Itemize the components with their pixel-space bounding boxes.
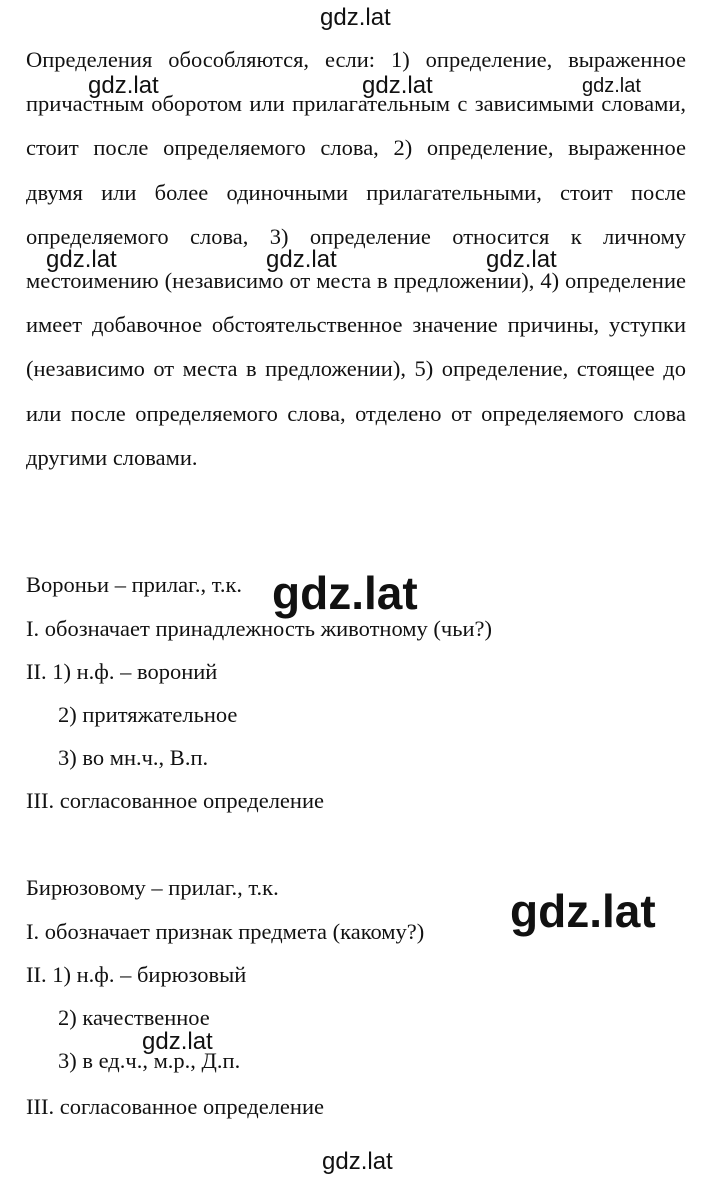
analysis-point-1: I. обозначает признак предмета (какому?) [26, 919, 425, 944]
analysis-point-1: I. обозначает принадлежность животному (чьи?) [26, 616, 492, 641]
watermark-p7: gdz.lat [142, 1028, 213, 1055]
analysis-point-2-1: II. 1) н.ф. – бирюзовый [26, 962, 247, 987]
analysis-point-2-1: II. 1) н.ф. – вороний [26, 659, 218, 684]
watermark-bottom: gdz.lat [322, 1148, 393, 1175]
rule-paragraph: Определения обособляются, если: 1) определение, выраженное причастным оборотом или прилагательным с зависимыми словами, стоит после определяемого слова, 2) определение, выраженное двумя или более одиночными прилагательными, стоит после определяемого слова, 3) определение относится к личному местоимению (независимо от места в предложении), 4) определение имеет добавочное обстоятельственное значение причины, уступки (независимо от места в предложении), 5) определение, стоящее до или после определяемого слова, отделено от определяемого слова другими словами. [26, 47, 686, 470]
watermark-large-2: gdz.lat [510, 885, 656, 937]
analysis-point-2-3: 3) в ед.ч., м.р., Д.п. [58, 1048, 241, 1073]
analysis-point-3: III. согласованное определение [26, 788, 324, 813]
watermark-p3: gdz.lat [582, 75, 641, 97]
watermark-p6: gdz.lat [486, 246, 557, 273]
analysis-point-2-2: 2) качественное [58, 1005, 210, 1030]
watermark-p5: gdz.lat [266, 246, 337, 273]
analysis-title: Вороньи – прилаг., т.к. [26, 572, 243, 597]
analysis-title: Бирюзовому – прилаг., т.к. [26, 875, 279, 900]
analysis-point-2-3: 3) во мн.ч., В.п. [58, 745, 209, 770]
watermark-p1: gdz.lat [88, 72, 159, 99]
watermark-p2: gdz.lat [362, 72, 433, 99]
watermark-large-1: gdz.lat [272, 567, 418, 619]
watermark-p4: gdz.lat [46, 246, 117, 273]
analysis-point-3: III. согласованное определение [26, 1094, 324, 1119]
watermark-top: gdz.lat [320, 4, 391, 31]
analysis-point-2-2: 2) притяжательное [58, 702, 238, 727]
